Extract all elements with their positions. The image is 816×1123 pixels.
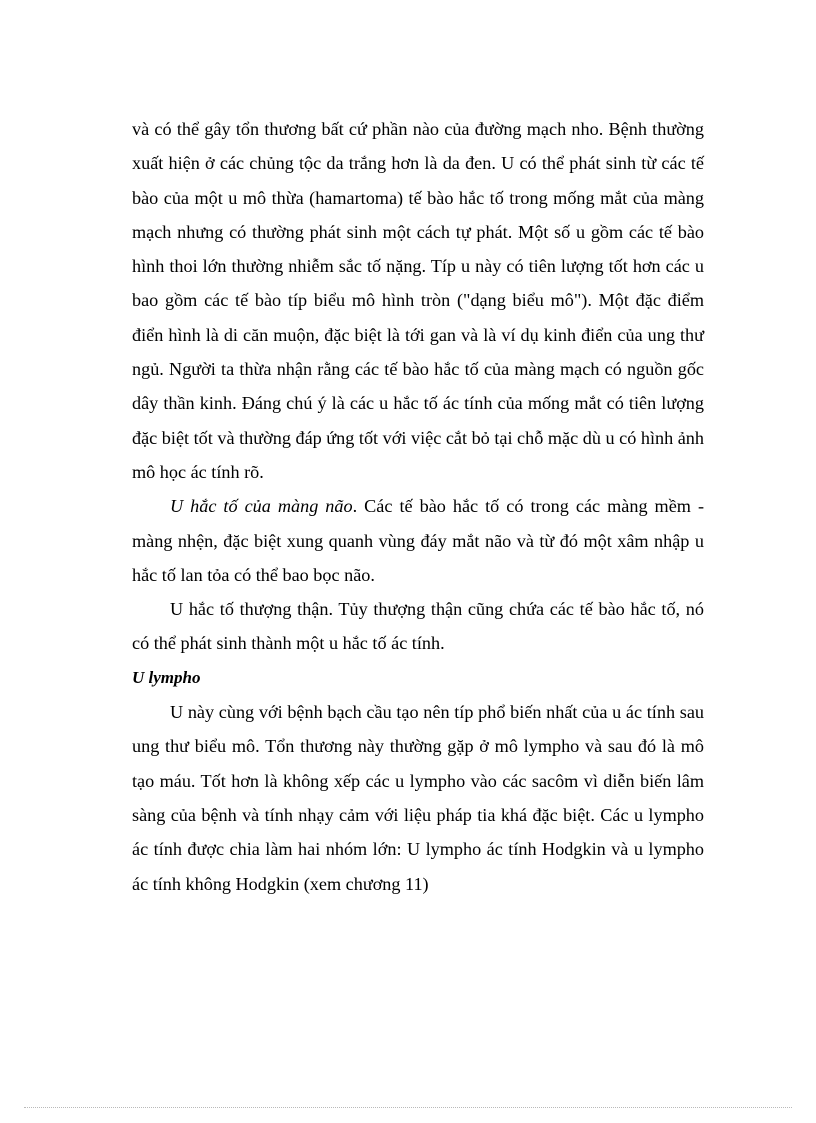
paragraph-adrenal-melanoma: U hắc tố thượng thận. Tủy thượng thận cũng chứa các tế bào hắc tố, nó có thể phát sinh thành một u hắc tố ác tính. <box>132 599 704 654</box>
section-heading-lymphoma: U lympho <box>132 667 201 687</box>
meningeal-melanoma-term: U hắc tố của màng não <box>170 496 353 517</box>
document-body <box>132 112 704 901</box>
paragraph-choroid-melanoma: và có thể gây tổn thương bất cứ phần nào của đường mạch nho. Bệnh thường xuất hiện ở các chủng tộc da trắng hơn là da đen. U có thể phát sinh từ các tế bào của một u mô thừa (hamartoma) tế bào hắc tố trong mống mắt của màng mạch nhưng có thường phát sinh một cách tự phát. Một số u gồm các tế bào hình thoi lớn thường nhiễm sắc tố nặng. Típ u này có tiên lượng tốt hơn các u bao gồm các tế bào típ biểu mô hình tròn ("dạng biểu mô"). Một đặc điểm điển hình là di căn muộn, đặc biệt là tới gan và là ví dụ kinh điển của ung thư ngủ. Người ta thừa nhận rằng các tế bào hắc tố của màng mạch có nguồn gốc dây thần kinh. Đáng chú ý là các u hắc tố ác tính của mống mắt có tiên lượng đặc biệt tốt và thường đáp ứng tốt với việc cắt bỏ tại chỗ mặc dù u có hình ảnh mô học ác tính rõ. <box>132 119 704 482</box>
paragraph-lymphoma: U này cùng với bệnh bạch cầu tạo nên típ phổ biến nhất của u ác tính sau ung thư biểu mô. Tổn thương này thường gặp ở mô lympho và sau đó là mô tạo máu. Tốt hơn là không xếp các u lympho vào các sacôm vì diễn biến lâm sàng của bệnh và tính nhạy cảm với liệu pháp tia khá đặc biệt. Các u lympho ác tính được chia làm hai nhóm lớn: U lympho ác tính Hodgkin và u lympho ác tính không Hodgkin (xem chương 11) <box>132 702 704 894</box>
meningeal-melanoma-text: . Các tế bào hắc tố có trong các màng mềm - màng nhện, đặc biệt xung quanh vùng đáy mắt não và từ đó một xâm nhập u hắc tố lan tỏa có thể bao bọc não. <box>132 496 704 585</box>
page-bottom-divider <box>24 1107 792 1108</box>
paragraph-meningeal-melanoma <box>132 489 704 592</box>
